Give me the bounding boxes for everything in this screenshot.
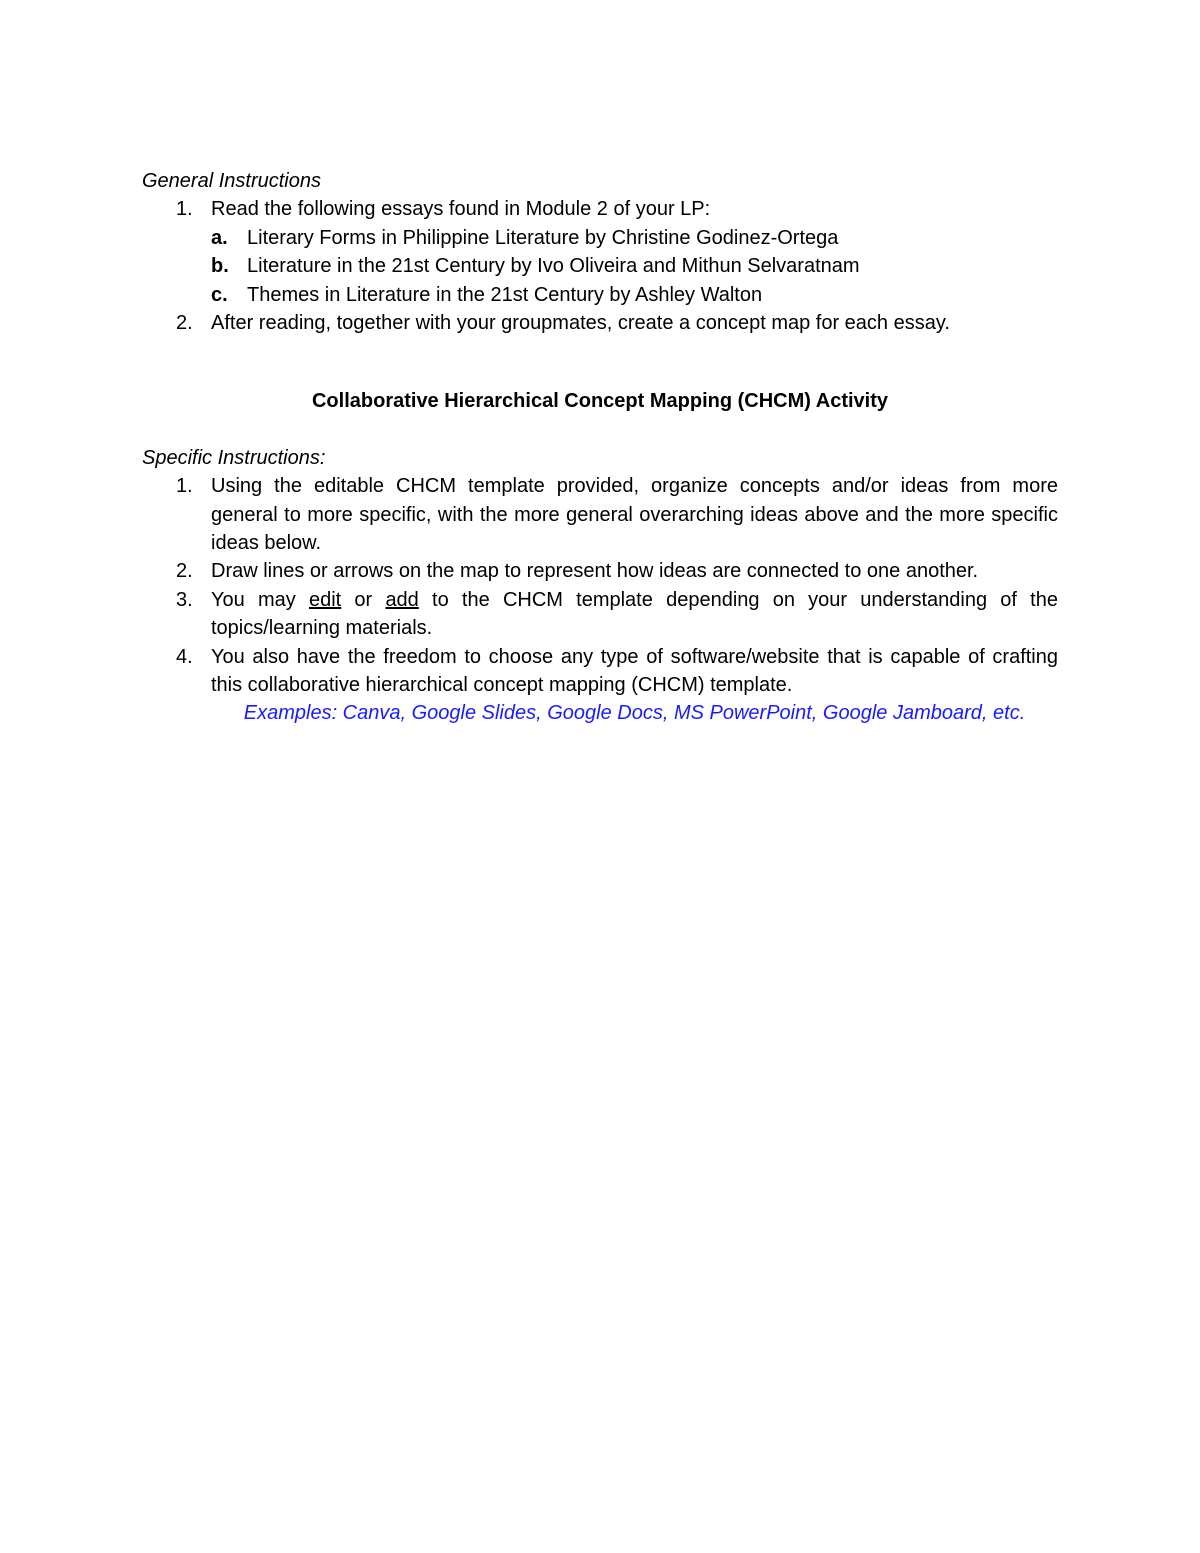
specific-item-text-after: to the CHCM template depending on your understanding of the topics/learning materials. xyxy=(211,588,1058,640)
specific-instructions-title: Specific Instructions: xyxy=(142,446,326,469)
specific-item-3 xyxy=(142,586,1058,643)
list-number: 1. xyxy=(176,475,193,498)
essay-title: Literary Forms in Philippine Literature by Christine Godinez-Ortega xyxy=(247,226,839,249)
essay-item-b xyxy=(211,252,1058,280)
list-number: 2. xyxy=(176,312,193,335)
list-number: 3. xyxy=(176,588,193,611)
specific-item-2 xyxy=(142,557,1058,585)
specific-item-text-middle: or xyxy=(341,588,386,611)
list-number: 4. xyxy=(176,645,193,668)
essay-marker: c. xyxy=(211,283,228,306)
add-word: add xyxy=(385,588,419,611)
specific-item-text: Draw lines or arrows on the map to represent how ideas are connected to one another. xyxy=(211,560,979,583)
spacer xyxy=(142,416,1058,444)
essay-list xyxy=(211,224,1058,309)
essay-marker: a. xyxy=(211,226,228,249)
specific-item-1 xyxy=(142,472,1058,557)
general-item-2 xyxy=(142,309,1058,337)
specific-item-4 xyxy=(142,643,1058,700)
document-content xyxy=(142,167,1058,728)
general-item-2-text: After reading, together with your groupmates, create a concept map for each essay. xyxy=(211,312,950,335)
edit-word: edit xyxy=(308,588,342,611)
activity-heading: Collaborative Hierarchical Concept Mapping (CHCM) Activity xyxy=(311,390,888,413)
spacer xyxy=(142,337,1058,387)
list-number: 2. xyxy=(176,560,193,583)
general-instructions-list xyxy=(142,195,1058,337)
specific-item-text-before: You may xyxy=(211,588,309,611)
essay-marker: b. xyxy=(211,255,229,278)
specific-item-text: Using the editable CHCM template provided, organize concepts and/or ideas from more general to more specific, with the more general overarching ideas above and the more specific ideas below. xyxy=(211,475,1058,555)
essay-item-a xyxy=(211,224,1058,252)
list-number: 1. xyxy=(176,198,193,221)
general-item-1-text: Read the following essays found in Module 2 of your LP: xyxy=(211,198,711,221)
essay-title: Literature in the 21st Century by Ivo Oliveira and Mithun Selvaratnam xyxy=(247,255,860,278)
software-examples: Examples: Canva, Google Slides, Google Docs, MS PowerPoint, Google Jamboard, etc. xyxy=(243,702,1026,725)
essay-title: Themes in Literature in the 21st Century by Ashley Walton xyxy=(247,283,763,306)
general-instructions-title: General Instructions xyxy=(142,170,321,192)
specific-instructions-list xyxy=(142,472,1058,699)
essay-item-c xyxy=(211,281,1058,309)
general-item-1 xyxy=(142,195,1058,309)
specific-item-text: You also have the freedom to choose any type of software/website that is capable of crafting this collaborative hierarchical concept mapping (CHCM) template. xyxy=(211,645,1058,697)
